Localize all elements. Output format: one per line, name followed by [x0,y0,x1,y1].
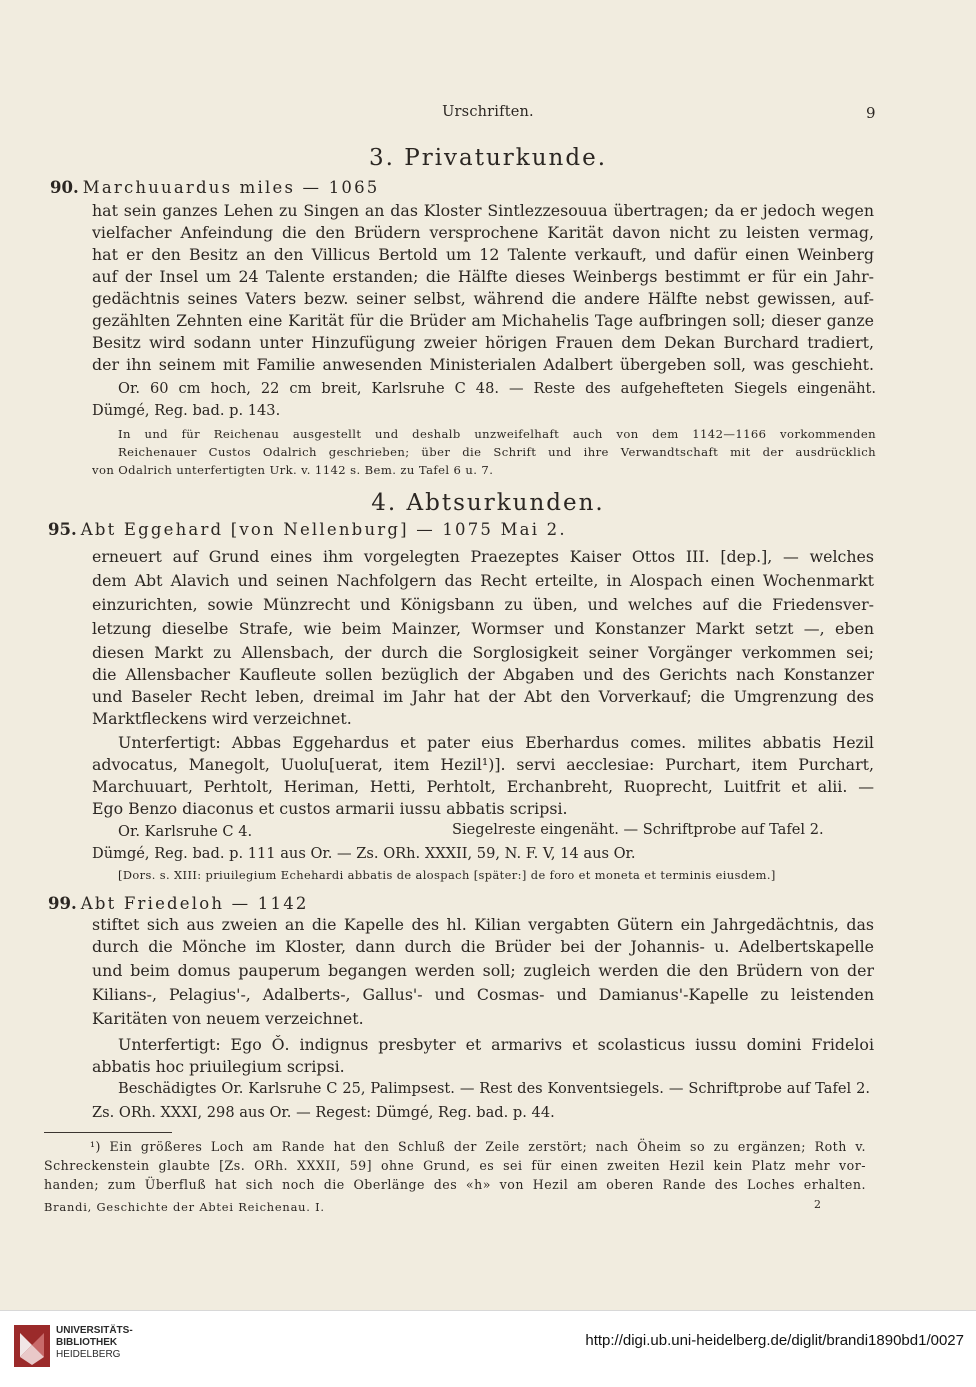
entry-90-line: hat er den Besitz an den Villicus Bertold um 12 Talente verkauft, und dafür einen Weinberg [92,245,874,264]
permalink-url[interactable]: http://digi.ub.uni-heidelberg.de/diglit/brandi1890bd1/0027 [585,1332,964,1349]
entry-95-origin-left: Or. Karlsruhe C 4. [118,823,253,840]
footnote-line: Schreckenstein glaubte [Zs. ORh. XXXII, 59] ohne Grund, es sei für einen zweiten Hezil kein Platz mehr vor- [44,1158,866,1173]
entry-90-line: gedächtnis seines Vaters bezw. seiner selbst, während die andere Hälfte nebst gewissen, auf- [92,289,874,308]
entry-95-signature-line: Ego Benzo diaconus et custos armarii iussu abbatis scripsi. [92,799,568,818]
footnote-line: ¹) Ein größeres Loch am Rande hat den Schluß der Zeile zerstört; nach Öheim so zu ergänzen; Roth v. [90,1139,866,1154]
entry-90-title [50,178,380,197]
entry-90-title-text: Marchuuardus miles — 1065 [82,178,380,197]
university-library-logo [14,1325,50,1367]
entry-95-line: erneuert auf Grund eines ihm vorgelegten Praezeptes Kaiser Ottos III. [dep.], — welches [92,547,874,566]
entry-99-origin: Beschädigtes Or. Karlsruhe C 25, Palimpsest. — Rest des Konventsiegels. — Schriftprobe auf Tafel 2. [118,1080,870,1097]
entry-95-line: Marktfleckens wird verzeichnet. [92,709,352,728]
institution-line: BIBLIOTHEK [56,1337,118,1348]
page-number: 9 [866,104,876,122]
entry-99-line: stiftet sich aus zweien an die Kapelle des hl. Kilian vergabten Gütern ein Jahrgedächtnis, das [92,915,874,934]
footnote-line: handen; zum Überfluß hat sich noch die Oberlänge des «h» von Hezil am oberen Rande des Loches erhalten. [44,1177,866,1192]
entry-95-signature-line: Unterfertigt: Abbas Eggehardus et pater eius Eberhardus comes. milites abbatis Hezil [118,733,874,752]
institution-line: HEIDELBERG [56,1349,121,1360]
signature-mark: 2 [814,1198,821,1211]
entry-90-note-line: In und für Reichenau ausgestellt und deshalb unzweifelhaft auch von dem 1142—1166 vorkommenden [118,427,876,441]
entry-95-dorsal-note: [Dors. s. XIII: priuilegium Echehardi abbatis de alospach [später:] de foro et moneta et terminis eiusdem.] [118,868,776,882]
entry-90-origin: Or. 60 cm hoch, 22 cm breit, Karlsruhe C 48. — Reste des aufgehefteten Siegels eingenäht. [118,380,876,397]
institution-name [56,1325,133,1361]
entry-95-line: letzung dieselbe Strafe, wie beim Mainzer, Wormser und Konstanzer Markt setzt —, eben [92,619,874,638]
entry-95-line: die Allensbacher Kaufleute sollen bezüglich der Abgaben und des Gerichts nach Konstanzer [92,665,874,684]
entry-95-title-text: Abt Eggehard [von Nellenburg] — 1075 Mai 2. [80,520,567,539]
entry-99-signature-line: abbatis hoc priuilegium scripsi. [92,1057,345,1076]
entry-95-line: dem Abt Alavich und seinen Nachfolgern das Recht erteilte, in Alospach einen Wochenmarkt [92,571,874,590]
entry-99-title [48,894,309,913]
entry-99-reference: Zs. ORh. XXXI, 298 aus Or. — Regest: Dümgé, Reg. bad. p. 44. [92,1104,555,1121]
entry-95-line: und Baseler Recht leben, dreimal im Jahr hat der Abt den Vorverkauf; die Umgrenzung des [92,687,874,706]
library-footer [0,1310,976,1387]
section-heading-privaturkunde: 3. Privaturkunde. [368,145,608,171]
entry-90-note-line: Reichenauer Custos Odalrich geschrieben; über die Schrift und ihre Verwandtschaft mit der ausdrücklich [118,445,876,459]
entry-99-line: Kilians-, Pelagius'-, Adalberts-, Gallus'- und Cosmas- und Damianus'-Kapelle zu leistenden [92,985,874,1004]
entry-95-number: 95. [48,520,77,539]
entry-90-line: auf der Insel um 24 Talente erstanden; die Hälfte dieses Weinbergs bestimmt er für ein Jahr- [92,267,874,286]
entry-90-line: gezählten Zehnten eine Karität für die Brüder am Michahelis Tage aufbringen soll; dieser ganze [92,311,874,330]
entry-99-line: und beim domus pauperum begangen werden soll; zugleich werden die den Brüdern von der [92,961,874,980]
entry-90-note-line: von Odalrich unterfertigten Urk. v. 1142 s. Bem. zu Tafel 6 u. 7. [92,463,494,477]
book-title-line: Brandi, Geschichte der Abtei Reichenau. I. [44,1200,325,1214]
entry-99-signature-line: Unterfertigt: Ego Ǒ. indignus presbyter et armarivs et scolasticus iussu domini Frideloi [118,1035,874,1054]
entry-95-origin-right: Siegelreste eingenäht. — Schriftprobe auf Tafel 2. [452,821,824,838]
entry-95-signature-line: advocatus, Manegolt, Uuolu[uerat, item Hezil¹)]. servi aecclesiae: Purchart, item Purchart, [92,755,874,774]
entry-90-line: hat sein ganzes Lehen zu Singen an das Kloster Sintlezzesouua übertragen; da er jedoch wegen [92,201,874,220]
entry-95-line: diesen Markt zu Allensbach, der durch die Sorglosigkeit seiner Vorgänger verkommen sei; [92,643,874,662]
entry-90-line: vielfacher Anfeindung die den Brüdern versprochene Karität davon nicht zu leisten vermag, [92,223,874,242]
entry-90-number: 90. [50,178,79,197]
entry-95-signature-line: Marchuuart, Perhtolt, Heriman, Hetti, Perhtolt, Erchanbreht, Ruoprecht, Luitfrit et alii. — [92,777,874,796]
entry-90-line: Besitz wird sodann unter Hinzufügung zweier hörigen Frauen dem Dekan Burchard tradiert, [92,333,874,352]
entry-99-line: durch die Mönche im Kloster, dann durch die Brüder bei der Johannis- u. Adelbertskapelle [92,937,874,956]
entry-99-title-text: Abt Friedeloh — 1142 [80,894,309,913]
section-heading-abtsurkunden: 4. Abtsurkunden. [371,490,605,516]
entry-95-title [48,520,567,539]
institution-line: UNIVERSITÄTS- [56,1325,133,1336]
running-title: Urschriften. [442,104,534,120]
entry-99-line: Karitäten von neuem verzeichnet. [92,1009,364,1028]
entry-95-reference: Dümgé, Reg. bad. p. 111 aus Or. — Zs. ORh. XXXII, 59, N. F. V, 14 aus Or. [92,845,636,862]
entry-90-line: der ihn seinem mit Familie anwesenden Ministerialen Adalbert übergeben soll, was geschieht. [92,355,874,374]
footnote-rule [44,1132,172,1133]
entry-90-reference: Dümgé, Reg. bad. p. 143. [92,402,281,419]
entry-99-number: 99. [48,894,77,913]
entry-95-line: einzurichten, sowie Münzrecht und Königsbann zu üben, und welches auf die Friedensver- [92,595,874,614]
